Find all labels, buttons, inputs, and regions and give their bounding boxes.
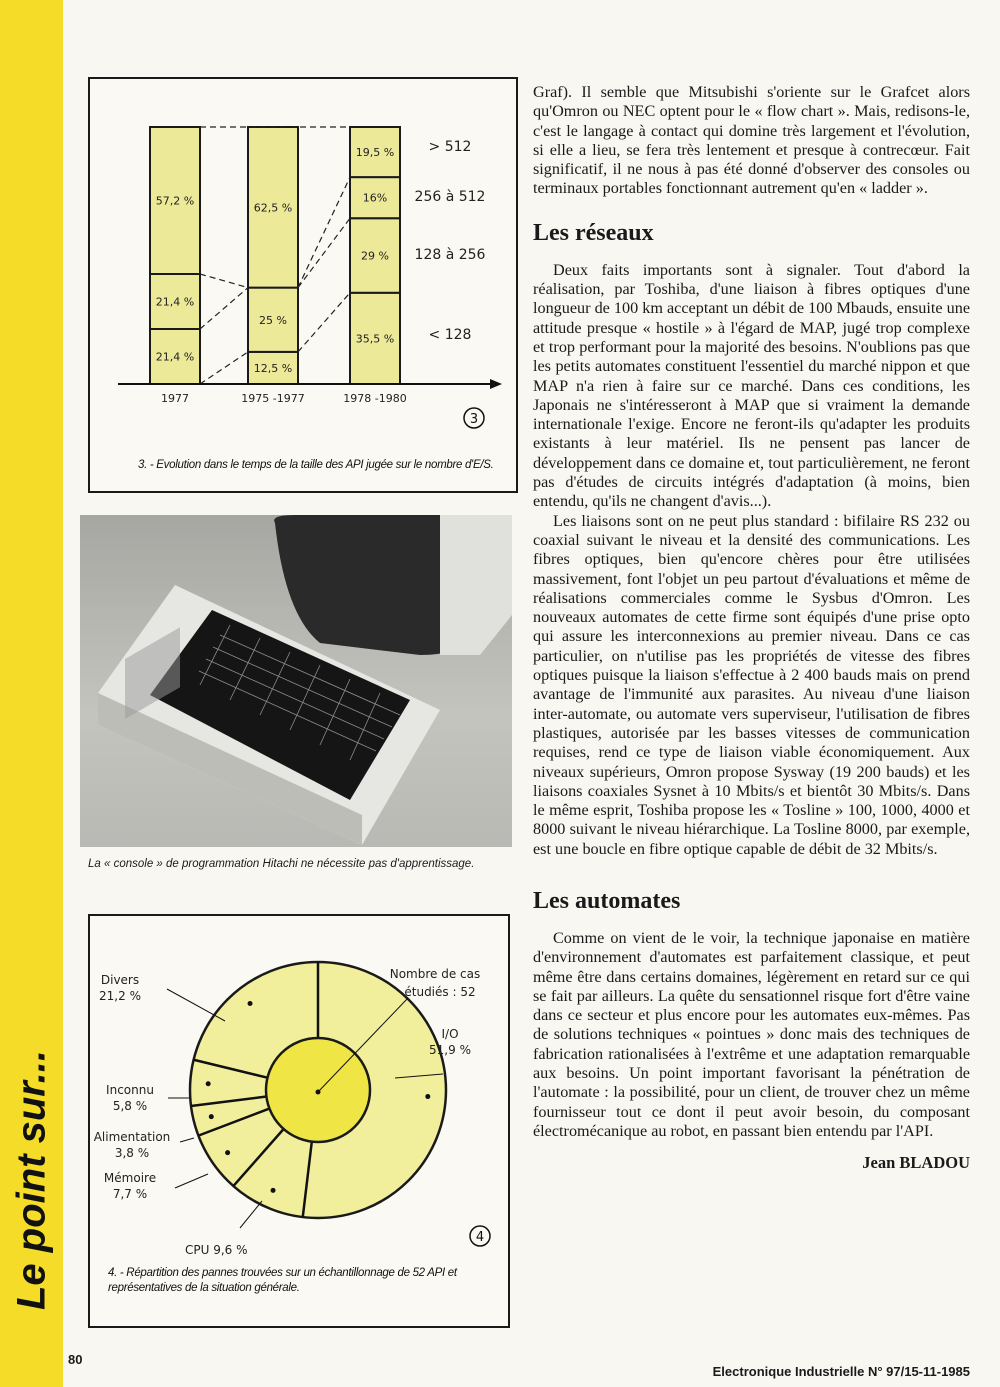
leader-line bbox=[175, 1174, 208, 1188]
legend-label: 128 à 256 bbox=[414, 247, 486, 263]
figure-4-caption: 4. - Répartition des pannes trouvées sur un échantillonnage de 52 API et représentatives de la situation générale. bbox=[108, 1267, 457, 1294]
slice-label: Divers bbox=[100, 973, 140, 987]
slice-label: Mémoire bbox=[103, 1171, 157, 1185]
paragraph: Comme on vient de le voir, la technique japonaise en matière d'environnement d'automates est parfaitement classique, et peut même être dans certains domaines, légèrement en retard sur ce qui se fait par ailleurs. La quête du sensationnel risque fort d'être vaine dans ce secteur et plus encore pour les automates eux-mêmes. Pas de solutions techniques « pointues » donc mais des techniques de fabrication rationalisées à l'extrême et une adaptation remarquable aux besoins. Un point important favorisant la pénétration de l'automate : la possibilité, pour un client, de trouver chez un même fournisseur tout ce dont il peut avoir besoin, du composant électromécanique au robot, en passant bien entendu par l'API. bbox=[533, 928, 970, 1140]
section-heading-reseaux: Les réseaux bbox=[533, 219, 654, 246]
section-title: Le point sur... bbox=[9, 1049, 54, 1311]
photo-illustration bbox=[80, 515, 512, 847]
slice-marker bbox=[225, 1150, 230, 1155]
dashed-connector bbox=[200, 274, 248, 288]
slice-label: I/O bbox=[441, 1027, 459, 1041]
dashed-connector bbox=[298, 177, 350, 288]
legend-label: > 512 bbox=[428, 139, 472, 155]
slice-label: Inconnu bbox=[106, 1083, 154, 1097]
slice-marker bbox=[209, 1114, 214, 1119]
bar-label: 29 % bbox=[361, 249, 389, 263]
figure-number: 3 bbox=[469, 412, 479, 427]
x-tick-label: 1975 -1977 bbox=[241, 392, 305, 405]
photo-caption: La « console » de programmation Hitachi ne nécessite pas d'apprentissage. bbox=[88, 858, 475, 870]
slice-marker bbox=[425, 1094, 430, 1099]
leader-line bbox=[167, 989, 225, 1021]
axis-arrow-icon bbox=[490, 379, 502, 389]
slice-value: 3,8 % bbox=[114, 1146, 150, 1160]
slice-marker bbox=[271, 1188, 276, 1193]
leader-line bbox=[180, 1138, 194, 1142]
slice-marker bbox=[206, 1081, 211, 1086]
figure-number: 4 bbox=[475, 1230, 485, 1245]
stacked-bar-chart bbox=[90, 79, 516, 491]
x-tick-label: 1977 bbox=[161, 392, 189, 405]
dashed-connector bbox=[298, 293, 350, 352]
publication-footer: Electronique Industrielle N° 97/15-11-1985 bbox=[712, 1364, 970, 1379]
bar-label: 19,5 % bbox=[355, 146, 395, 160]
bar-label: 12,5 % bbox=[253, 361, 293, 375]
dashed-connector bbox=[200, 288, 248, 329]
paragraph: Les liaisons sont on ne peut plus standard : bifilaire RS 232 ou coaxial suivant le niveau et la densité des communications. Les fibres optiques, bien qu'encore chères pour être utilisées massivement, font l'objet un peu partout d'évaluations et même de réalisations commerciales comme le Sysbus d'Omron. Les nouveaux automates de cette firme sont équipés d'une prise opto qui assure les interconnexions au premier niveau. Dans ce cas particulier, on n'utilise pas les propriétés de vitesse des fibres optiques puisque la liaison s'effectue à 2 400 bauds mais on prend avantage de l'immunité aux parasites. Au niveau d'une liaison inter-automate, ou automate vers superviseur, l'utilisation de fibres plastiques, autorisée par les basses vitesses de communication requises, rend ce type de liaison viable économiquement. Aux niveaux supérieurs, Omron propose Sysway (19 200 bauds) et les liaisons coaxiales Sysnet à 10 Mbits/s et bientôt 30 Mbits/s. Dans le même esprit, Toshiba propose les « Tosline » 100, 1000, 4000 et 8000 suivant le niveau hiérarchique. La Tosline 8000, par exemple, est une boucle en fibre optique capable de débit de 32 Mbits/s. bbox=[533, 511, 970, 858]
slice-marker bbox=[248, 1001, 253, 1006]
slice-value: 51,9 % bbox=[429, 1043, 471, 1057]
dashed-connector bbox=[298, 218, 350, 287]
intro-paragraph: Graf). Il semble que Mitsubishi s'oriente sur le Grafcet alors qu'Omron ou NEC optent pour le « flow chart ». Mais, redisons-le, c'est le langage à contact qui domine très largement et l'évolution, si elle a lieu, se fera très lentement et presque à contrecœur. Fait significatif, il ne nous à pas été donné d'observer des consoles ou terminaux portables fonctionnant autrement qu'en « ladder ». bbox=[533, 83, 970, 198]
article-column bbox=[533, 83, 970, 1173]
bar-label: 16% bbox=[362, 191, 388, 205]
page-number: 80 bbox=[68, 1352, 83, 1367]
slice-label: CPU 9,6 % bbox=[185, 1243, 248, 1257]
legend-label: 256 à 512 bbox=[414, 189, 486, 205]
slice-label: Alimentation bbox=[93, 1130, 171, 1144]
center-label: Nombre de cas bbox=[389, 967, 481, 981]
bar-label: 25 % bbox=[259, 313, 287, 327]
bar-label: 21,4 % bbox=[155, 295, 195, 309]
donut-chart bbox=[90, 916, 508, 1326]
slice-value: 21,2 % bbox=[99, 989, 141, 1003]
leader-line bbox=[240, 1201, 262, 1228]
bar-label: 35,5 % bbox=[355, 332, 395, 346]
hitachi-console-photo bbox=[80, 515, 512, 847]
section-heading-automates: Les automates bbox=[533, 887, 681, 914]
author-signature: Jean BLADOU bbox=[862, 1153, 970, 1173]
figure-3-caption: 3. - Evolution dans le temps de la taille des API jugée sur le nombre d'E/S. bbox=[138, 459, 494, 471]
paragraph: Deux faits importants sont à signaler. Tout d'abord la réalisation, par Toshiba, d'une liaison à fibres optiques d'une longueur de 100 km acceptant un débit de 100 Mbauds, ensuite une attitude presque « hostile » à l'égard de MAP, jugé trop complexe et trop performant pour la majorité des besoins. N'oublions pas que les petits automates constituent l'essentiel du marché nippon et que MAP n'a rien à faire sur ce marché. Dans ces conditions, les Japonais ne s'intéresseront à MAP que si vraiment la demande internationale l'exige. Encore ne feront-ils qu'adapter les produits existants à leur matériel. Ils ne pensent pas lancer de développement dans ce domaine et, tout particulièrement, ne feront pas d'études de circuits intégrés d'adaptation (à moins, bien entendu, qu'ils ne changent d'avis...). bbox=[533, 260, 970, 511]
figure-4 bbox=[88, 914, 510, 1328]
center-label: étudiés : 52 bbox=[404, 985, 476, 999]
dashed-connector bbox=[200, 352, 248, 384]
bar-label: 62,5 % bbox=[253, 201, 293, 215]
legend-label: < 128 bbox=[428, 327, 472, 343]
slice-value: 7,7 % bbox=[112, 1187, 148, 1201]
figure-3 bbox=[88, 77, 518, 493]
slice-value: 5,8 % bbox=[112, 1099, 148, 1113]
section-sidebar bbox=[0, 0, 63, 1387]
x-tick-label: 1978 -1980 bbox=[343, 392, 407, 405]
bar-label: 57,2 % bbox=[155, 194, 195, 208]
bar-label: 21,4 % bbox=[155, 350, 195, 364]
monitor-side bbox=[440, 515, 512, 655]
